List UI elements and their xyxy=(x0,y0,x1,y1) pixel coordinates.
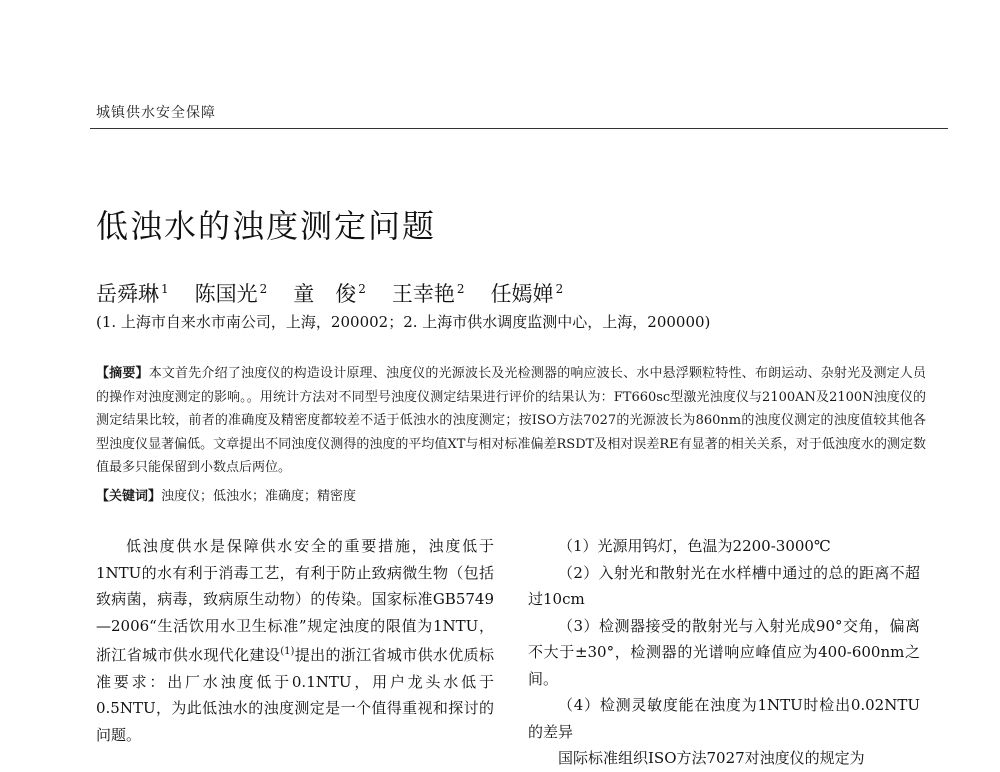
body-paragraph: 国际标准组织ISO方法7027对浊度仪的规定为 xyxy=(558,749,865,767)
keywords-text: 浊度仪；低浊水；准确度；精密度 xyxy=(161,489,357,504)
author: 岳舜琳 $^1$ xyxy=(96,282,169,306)
list-item: （1）光源用钨灯，色温为2200-3000℃ xyxy=(558,537,831,555)
list-item: （4）检测灵敏度能在浊度为1NTU时检出0.02NTU的差异 xyxy=(528,696,920,741)
abstract-text: 本文首先介绍了浊度仪的构造设计原理、浊度仪的光源波长及光检测器的响应波长、水中悬浮颗粒特性、布朗运动、杂射光及测定人员的操作对浊度测定的影响。。用统计方法对不同型号浊度仪测定结果进行评价的结果认为：FT660sc型激光浊度仪与2100AN及2100N浊度仪的测定结果比较，前者的准确度及精密度都较差不适于低浊水的浊度测定；按ISO方法7027的光源波长为860nm的浊度仪测定的浊度值较其他各型浊度仪显著偏低。文章提出不同浊度仪测得的浊度的平均值XT与相对标准偏差RSDT及相对误差RE有显著的相关关系，对于低浊度水的测定数值最多只能保留到小数点后两位。 xyxy=(96,366,926,476)
header-rule xyxy=(90,128,948,129)
author: 童 俊 $^2$ xyxy=(293,282,366,306)
author: 王幸艳 $^2$ xyxy=(391,282,465,306)
author: 任嫣婵 $^2$ xyxy=(490,282,564,306)
body-column-left xyxy=(96,533,494,748)
abstract xyxy=(96,362,926,480)
keywords xyxy=(96,485,926,504)
citation-ref: (1) xyxy=(280,646,295,657)
author-list xyxy=(96,278,589,308)
keywords-label: 【关键词】 xyxy=(96,489,162,504)
paper-title: 低浊水的浊度测定问题 xyxy=(96,207,437,245)
body-column-right xyxy=(528,533,920,772)
abstract-label: 【摘要】 xyxy=(96,366,149,381)
running-head: 城镇供水安全保障 xyxy=(96,105,216,121)
affiliation: (1. 上海市自来水市南公司，上海，200002；2. 上海市供水调度监测中心，上海，200000) xyxy=(96,313,711,331)
author: 陈国光 $^2$ xyxy=(194,282,268,306)
list-item: （2）入射光和散射光在水样槽中通过的总的距离不超过10cm xyxy=(528,563,920,608)
list-item: （3）检测器接受的散射光与入射光成90°交角，偏离不大于±30°，检测器的光谱响应峰值应为400-600nm之间。 xyxy=(528,616,920,688)
body-paragraph: 低浊度供水是保障供水安全的重要措施，浊度低于1NTU的水有利于消毒工艺，有利于防止致病微生物（包括致病菌，病毒，致病原生动物）的传染。国家标准GB5749—2006“生活饮用水卫生标准”规定浊度的限值为1NTU，浙江省城市供水现代化建设$^{(1)}$提出的浙江省城市供水优质标准要求：出厂水浊度低于0.1NTU，用户龙头水低于0.5NTU，为此低浊水的浊度测定是一个值得重视和探讨的问题。 xyxy=(96,537,494,744)
